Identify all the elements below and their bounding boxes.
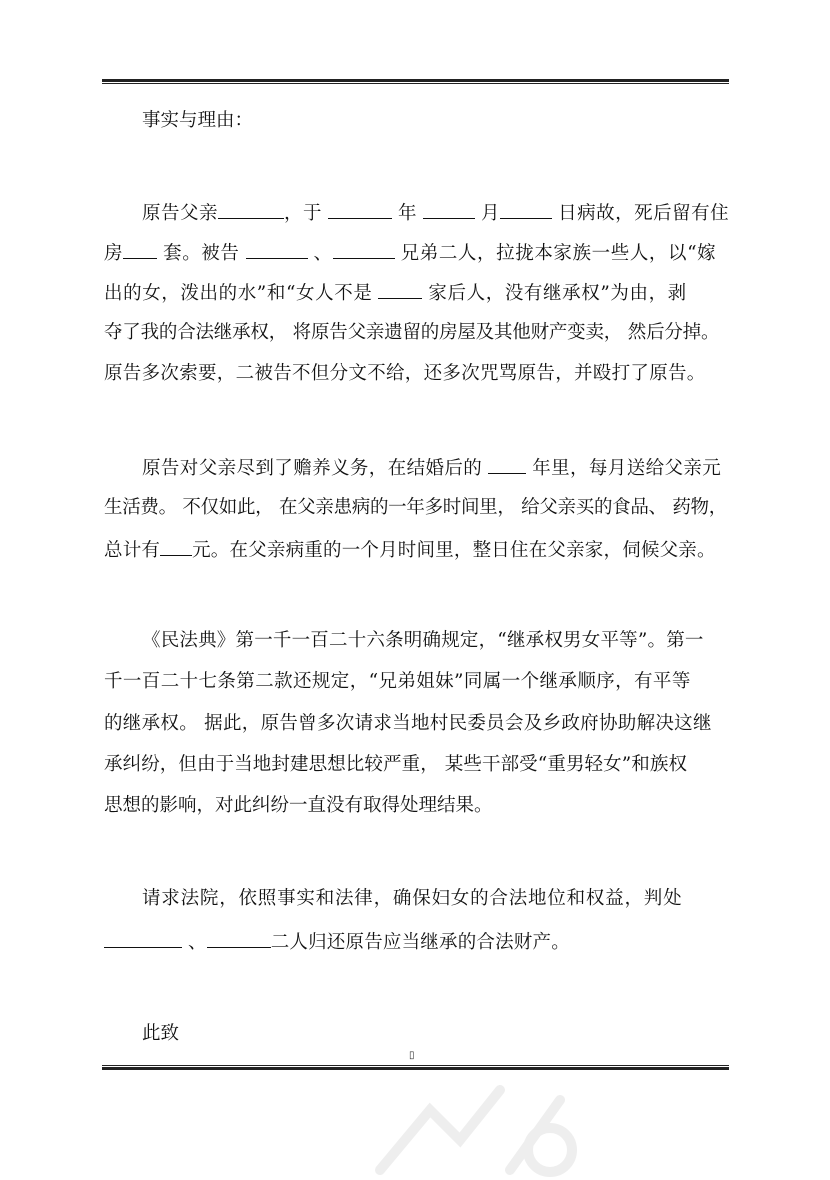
blank-house-count[interactable] — [123, 240, 157, 259]
header-rule — [102, 79, 729, 84]
blank-defendant-name-2[interactable] — [207, 929, 271, 948]
text: 月 — [481, 203, 501, 224]
text: 元。在父亲病重的一个月时间里，整日住在父亲家，伺候父亲。 — [192, 540, 716, 561]
paragraph-1-line-3 — [104, 280, 724, 306]
text: 兄弟二人，拉拢本家族一些人，以“嫁 — [400, 243, 717, 264]
closing-salutation: 此致 — [142, 1023, 180, 1044]
text: 出的女，泼出的水”和“女人不是 — [104, 283, 373, 304]
text: 年 — [398, 203, 418, 224]
paragraph-3-line-4: 承纠纷，但由于当地封建思想比较严重， 某些干部受“重男轻女”和族权 — [104, 754, 688, 775]
text: 、 — [313, 243, 333, 264]
footer-rule — [102, 1065, 729, 1070]
page-number-mark: ▯ — [409, 1050, 415, 1061]
text: 二人归还原告应当继承的合法财产。 — [270, 932, 570, 953]
text: 年里，每月送给父亲元 — [532, 458, 722, 479]
blank-month[interactable] — [423, 200, 475, 219]
blank-year[interactable] — [328, 200, 392, 219]
text: 日病故，死后留有住 — [558, 203, 730, 224]
blank-defendant-2[interactable] — [333, 240, 395, 259]
paragraph-1-line-1 — [142, 200, 762, 226]
paragraph-2-line-2: 生活费。 不仅如此， 在父亲患病的一年多时间里， 给父亲买的食品、 药物， — [104, 497, 727, 518]
paragraph-3-line-5: 思想的影响，对此纠纷一直没有取得处理结果。 — [104, 795, 493, 816]
text: 、 — [188, 932, 207, 953]
paragraph-1-line-2 — [104, 240, 724, 266]
text: 家后人，没有继承权”为由，剥 — [428, 283, 687, 304]
paragraph-3-line-1: 《民法典》第一千一百二十六条明确规定，“继承权男女平等”。第一 — [142, 630, 704, 651]
text: 原告父亲 — [142, 203, 219, 224]
watermark-graphic — [360, 1070, 600, 1180]
paragraph-3-line-3: 的继承权。 据此，原告曾多次请求当地村民委员会及乡政府协助解决这继 — [104, 713, 712, 734]
paragraph-1-line-4: 夺了我的合法继承权， 将原告父亲遗留的房屋及其他财产变卖， 然后分掉。 — [104, 322, 720, 343]
paragraph-2-line-1 — [142, 455, 762, 481]
blank-father-name[interactable] — [218, 200, 284, 219]
section-heading: 事实与理由： — [142, 110, 254, 131]
text: ，于 — [284, 203, 323, 224]
blank-family-name[interactable] — [378, 280, 422, 299]
paragraph-2-line-3 — [104, 537, 724, 563]
paragraph-4-line-2 — [104, 929, 724, 955]
blank-total-amount[interactable] — [160, 537, 192, 556]
blank-day[interactable] — [500, 200, 552, 219]
blank-defendant-name-1[interactable] — [104, 929, 182, 948]
blank-defendant-1[interactable] — [246, 240, 308, 259]
text: 原告对父亲尽到了赡养义务，在结婚后的 — [142, 458, 483, 479]
blank-years-married[interactable] — [488, 455, 526, 474]
text: 房 — [104, 243, 124, 264]
paragraph-3-line-2: 千一百二十七条第二款还规定，“兄弟姐妹”同属一个继承顺序，有平等 — [104, 671, 691, 692]
paragraph-4-line-1: 请求法院，依照事实和法律，确保妇女的合法地位和权益，判处 — [142, 888, 683, 909]
text: 总计有 — [104, 540, 161, 561]
paragraph-1-line-5: 原告多次索要，二被告不但分文不给，还多次咒骂原告，并殴打了原告。 — [104, 363, 706, 384]
text: 套。被告 — [163, 243, 240, 264]
